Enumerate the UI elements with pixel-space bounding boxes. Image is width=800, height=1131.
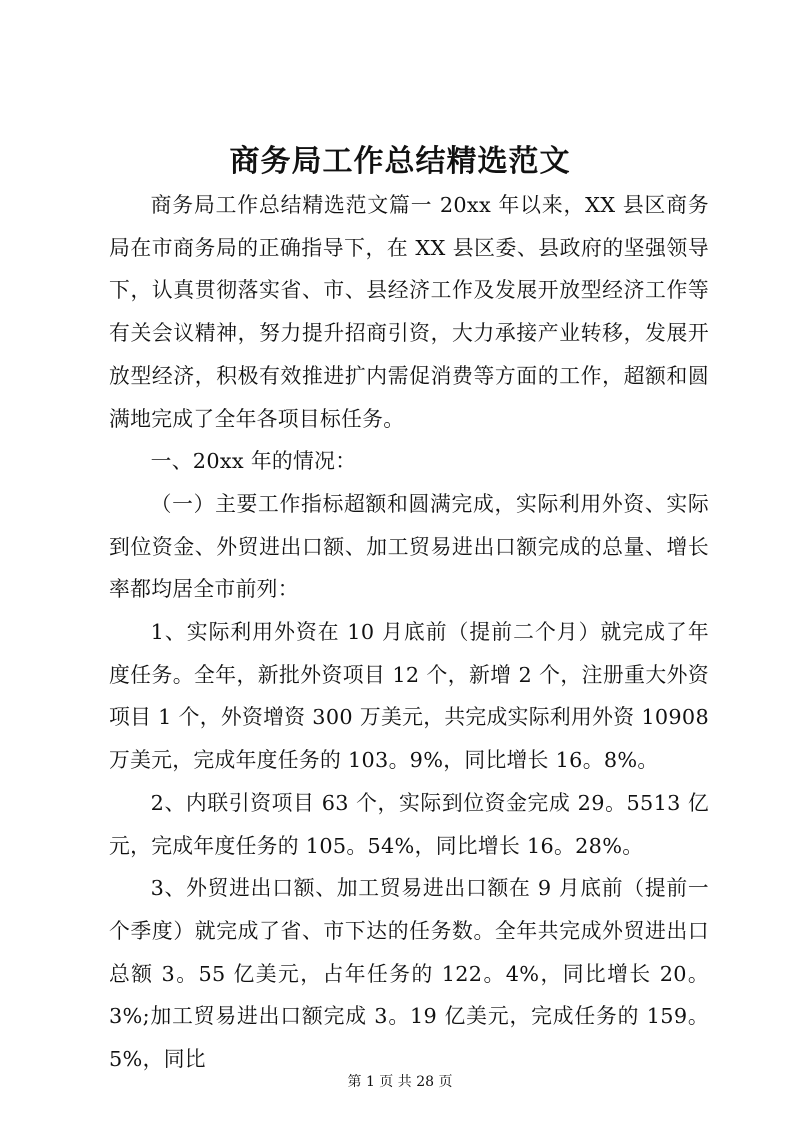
page-number-footer: 第 1 页 共 28 页 — [347, 1074, 453, 1090]
paragraph-foreign-trade: 3、外贸进出口额、加工贸易进出口额在 9 月底前（提前一个季度）就完成了省、市下达的任务数。全年共完成外贸进出口总额 3。55 亿美元，占年任务的 122。4%，同比增长 20。3%;加工贸易进出口额完成 3。19 亿美元，完成任务的 159。5%，同比 — [109, 876, 709, 1072]
paragraph-main-indicators: （一）主要工作指标超额和圆满完成，实际利用外资、实际到位资金、外贸进出口额、加工贸易进出口额完成的总量、增长率都均居全市前列： — [109, 491, 709, 602]
paragraph-domestic-investment: 2、内联引资项目 63 个，实际到位资金完成 29。5513 亿元，完成年度任务的 105。54%，同比增长 16。28%。 — [109, 790, 709, 858]
paragraph-foreign-investment: 1、实际利用外资在 10 月底前（提前二个月）就完成了年度任务。全年，新批外资项目 12 个，新增 2 个，注册重大外资项目 1 个，外资增资 300 万美元，共完成实际利用外资 10908 万美元，完成年度任务的 103。9%，同比增长 16。8%。 — [109, 620, 709, 773]
paragraph-intro: 商务局工作总结精选范文篇一 20xx 年以来，XX 县区商务局在市商务局的正确指导下，在 XX 县区委、县政府的坚强领导下，认真贯彻落实省、市、县经济工作及发展开放型经济工作等有关会议精神，努力提升招商引资，大力承接产业转移，发展开放型经济，积极有效推进扩内需促消费等方面的工作，超额和圆满地完成了全年各项目标任务。 — [109, 193, 709, 431]
section-heading-situation: 一、20xx 年的情况： — [150, 449, 357, 474]
document-body — [109, 184, 709, 1081]
document-title: 商务局工作总结精选范文 — [229, 144, 571, 179]
